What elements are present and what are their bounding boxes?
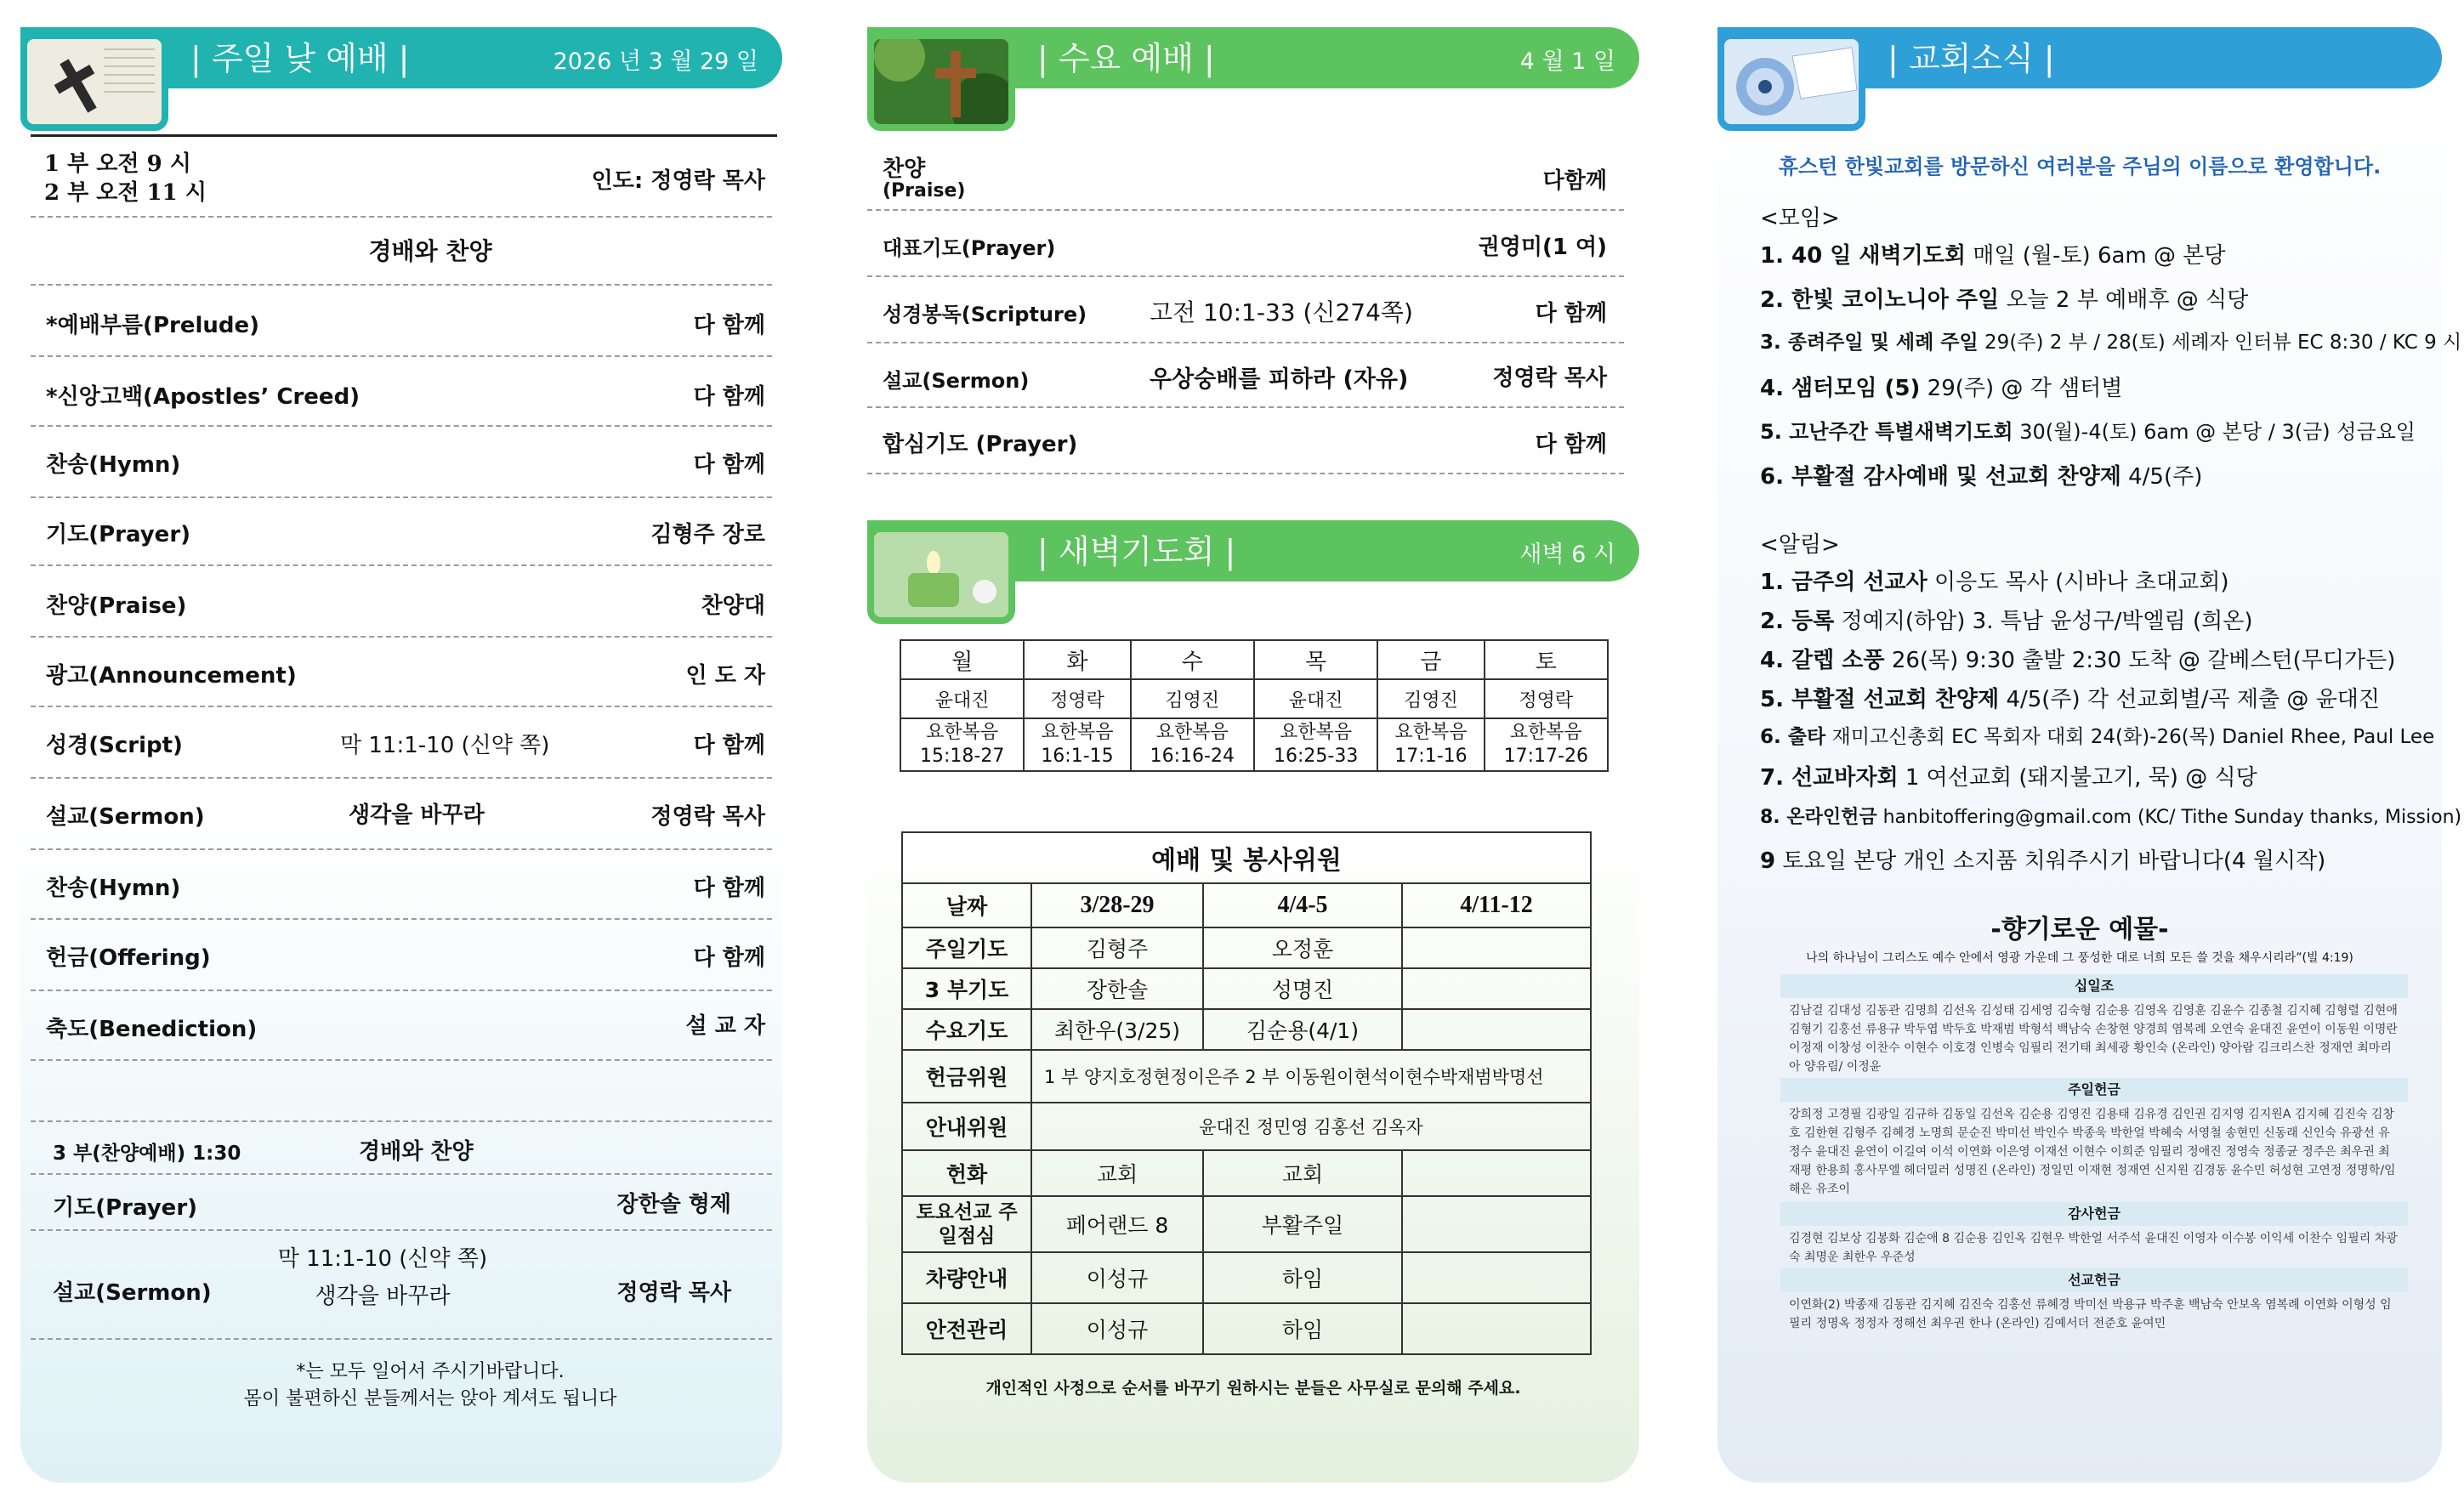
volunteer-row <box>902 1103 1591 1150</box>
role-c <box>1402 1150 1591 1196</box>
dawn-schedule-table <box>900 639 1609 772</box>
flower-card-image <box>1717 32 1865 131</box>
divider <box>867 275 1624 277</box>
wed-right: 다 함께 <box>1535 301 1607 326</box>
sunday-top-rule <box>31 134 777 137</box>
meeting-detail: 29(주) @ 각 샘터별 <box>1927 376 2123 401</box>
order-right: 정영락 목사 <box>650 804 765 830</box>
thanks-offering-label: 감사헌금 <box>1780 1202 2408 1226</box>
volunteer-row <box>902 1303 1591 1354</box>
divider <box>31 1120 772 1122</box>
wednesday-date: 4 월 1 일 <box>1519 48 1615 75</box>
volunteer-head-row <box>902 883 1591 927</box>
divider <box>31 848 772 850</box>
divider <box>31 918 772 920</box>
dawn-passage <box>1024 718 1130 771</box>
notice-item <box>1760 843 2325 875</box>
sunday-offering-label: 주일헌금 <box>1780 1078 2408 1102</box>
meeting-detail: 4/5(주) <box>2128 464 2203 490</box>
notice-name: 4. 갈렙 소풍 <box>1760 648 1885 673</box>
sunday-title: | 주일 낮 예배 | <box>190 40 410 77</box>
notice-detail: 4/5(주) 각 선교회별/곡 제출 @ 윤대진 <box>2006 687 2381 712</box>
order-label: 축도(Benediction) <box>46 1017 258 1042</box>
order-middle: 생각을 바꾸라 <box>349 803 485 828</box>
cross-bible-image <box>20 32 168 131</box>
dawn-verse: 16:1-15 <box>1041 746 1114 767</box>
third-prayer-label: 기도(Prayer) <box>53 1195 198 1221</box>
dawn-book: 요한복음 <box>1280 722 1353 743</box>
order-right: 찬양대 <box>701 593 765 619</box>
notice-item <box>1760 682 2380 713</box>
role-a: 교회 <box>1031 1150 1203 1196</box>
role-c <box>1402 1009 1591 1050</box>
meeting-name: 2. 한빛 코이노니아 주일 <box>1760 287 2000 313</box>
meeting-detail: 오늘 2 부 예배후 @ 식당 <box>2006 287 2249 313</box>
dawn-book: 요한복음 <box>1041 722 1114 743</box>
role-label: 헌금위원 <box>902 1050 1031 1103</box>
order-label: 찬송(Hymn) <box>46 452 181 478</box>
third-sermon-right: 정영락 목사 <box>616 1280 731 1306</box>
meeting-name: 3. 종려주일 및 세례 주일 <box>1760 332 1979 354</box>
dawn-passage <box>1485 718 1608 771</box>
dawn-day: 금 <box>1377 640 1484 679</box>
order-label: *신앙고백(Apostles’ Creed) <box>46 384 361 410</box>
order-label: 찬양(Praise) <box>46 593 187 619</box>
wed-right: 다 함께 <box>1535 432 1607 457</box>
notice-name: 8. 온라인헌금 <box>1760 807 1877 828</box>
meeting-name: 1. 40 일 새벽기도회 <box>1760 243 1967 269</box>
news-title: | 교회소식 | <box>1888 40 2055 77</box>
wed-label: 설교(Sermon) <box>883 369 1030 393</box>
wed-right: 다함께 <box>1542 168 1607 194</box>
order-right: 다 함께 <box>693 876 765 901</box>
wed-label: 찬양 <box>883 156 926 182</box>
role-a: 페어랜드 8 <box>1031 1196 1203 1252</box>
notice-item <box>1760 643 2395 674</box>
flower-icon <box>1724 39 1859 124</box>
dawn-day: 목 <box>1254 640 1377 679</box>
notice-item <box>1760 760 2257 791</box>
dawn-verse: 17:1-16 <box>1394 746 1468 767</box>
candle-image <box>867 525 1015 624</box>
order-right: 다 함께 <box>693 313 765 338</box>
volunteer-table <box>901 831 1592 1355</box>
notice-name: 2. 등록 <box>1760 609 1835 634</box>
dawn-day: 토 <box>1485 640 1608 679</box>
meeting-name: 4. 샘터모임 (5) <box>1760 376 1921 401</box>
dawn-book: 요한복음 <box>926 722 999 743</box>
cross-icon <box>874 39 1008 124</box>
offering-verse: 나의 하나님이 그리스도 예수 안에서 영광 가운데 그 풍성한 대로 너희 모든 쓸 것을 채우시리라”(빌 4:19) <box>1806 951 2353 965</box>
wed-middle: 우상숭배를 피하라 (자유) <box>1150 366 1409 393</box>
third-service-section: 경배와 찬양 <box>359 1139 474 1165</box>
notice-detail: 재미고신총회 EC 목회자 대회 24(화)-26(목) Daniel Rhee, Paul Lee <box>1831 726 2435 748</box>
third-sermon-label: 설교(Sermon) <box>53 1280 212 1306</box>
role-c <box>1402 1303 1591 1354</box>
divider <box>31 355 772 357</box>
dawn-verse: 16:25-33 <box>1273 746 1359 767</box>
volunteer-row <box>902 1150 1591 1196</box>
date-head: 날짜 <box>902 883 1031 927</box>
notice-name: 1. 금주의 선교사 <box>1760 570 1927 595</box>
meeting-item <box>1760 238 2226 269</box>
wed-right: 권영미(1 여) <box>1478 235 1607 260</box>
mission-offering-label: 선교헌금 <box>1780 1268 2408 1292</box>
notice-detail: hanbitoffering@gmail.com (KC/ Tithe Sunday thanks, Mission) <box>1882 807 2462 828</box>
notice-item <box>1760 721 2434 749</box>
dawn-passage <box>1254 718 1377 771</box>
role-label: 차량안내 <box>902 1252 1031 1303</box>
third-scripture: 막 11:1-10 (신약 쪽) <box>277 1246 488 1272</box>
wed-label: 대표기도(Prayer) <box>883 236 1056 260</box>
volunteer-row <box>902 1252 1591 1303</box>
notice-detail: 토요일 본당 개인 소지품 치워주시기 바랍니다(4 월시작) <box>1782 848 2326 874</box>
order-right: 설 교 자 <box>685 1013 765 1039</box>
order-label: 성경(Script) <box>46 733 183 758</box>
service-2-time: 2 부 오전 11 시 <box>44 180 207 206</box>
role-label: 헌화 <box>902 1150 1031 1196</box>
date-head: 4/11-12 <box>1402 883 1591 927</box>
role-label: 3 부기도 <box>902 968 1031 1009</box>
meeting-item <box>1760 415 2416 445</box>
volunteer-title-row <box>902 832 1591 883</box>
divider <box>31 425 772 427</box>
order-right: 다 함께 <box>693 384 765 410</box>
third-prayer-right: 장한솔 형제 <box>616 1192 731 1217</box>
sunday-section-title: 경배와 찬양 <box>368 237 492 265</box>
divider <box>31 1173 772 1175</box>
offering-team: 1 부 양지호정현정이은주 2 부 이동원이현석이현수박재범박명선 <box>1031 1050 1591 1103</box>
divider <box>31 777 772 779</box>
welcome-message: 휴스턴 한빛교회를 방문하신 여러분을 주님의 이름으로 환영합니다. <box>1778 155 2382 179</box>
divider <box>867 473 1624 474</box>
dawn-verse: 15:18-27 <box>920 746 1005 767</box>
role-b: 성명진 <box>1203 968 1402 1009</box>
role-c <box>1402 1252 1591 1303</box>
divider <box>31 564 772 566</box>
order-label: 설교(Sermon) <box>46 804 205 830</box>
divider <box>31 284 772 286</box>
role-label: 토요선교 주일점심 <box>902 1196 1031 1252</box>
notice-name: 7. 선교바자회 <box>1760 765 1899 791</box>
meeting-detail: 29(주) 2 부 / 28(토) 세례자 인터뷰 EC 8:30 / KC 9 시 <box>1984 332 2462 354</box>
order-right: 다 함께 <box>693 733 765 758</box>
notice-detail: 정예지(하암) 3. 특남 윤성구/박엘림 (희온) <box>1841 609 2253 634</box>
wooden-cross-image <box>867 32 1015 131</box>
divider <box>31 990 772 991</box>
offering-title: -향기로운 예물- <box>1990 915 2169 944</box>
notice-name: 6. 출타 <box>1760 726 1826 748</box>
dawn-passage-row <box>900 718 1608 771</box>
role-b: 부활주일 <box>1203 1196 1402 1252</box>
dawn-passage <box>1377 718 1484 771</box>
meeting-item <box>1760 371 2122 402</box>
thanks-offering-names: 김경현 김보상 김봉화 김순애 8 김순용 김인옥 김현우 박한얼 서주석 윤대진 이영자 이수봉 이익세 이찬수 임필리 차광숙 최명운 최한우 우준성 <box>1789 1232 2398 1264</box>
divider <box>867 342 1624 343</box>
dawn-title: | 새벽기도회 | <box>1037 533 1236 570</box>
divider <box>867 406 1624 408</box>
dawn-leader: 정영락 <box>1485 679 1608 718</box>
dawn-leader: 김영진 <box>1377 679 1484 718</box>
role-c <box>1402 927 1591 968</box>
role-label: 수요기도 <box>902 1009 1031 1050</box>
order-label: *예배부름(Prelude) <box>46 313 260 338</box>
third-sermon-title: 생각을 바꾸라 <box>315 1284 451 1309</box>
role-a: 이성규 <box>1031 1252 1203 1303</box>
dawn-book: 요한복음 <box>1509 722 1582 743</box>
role-c <box>1402 1196 1591 1252</box>
candle-icon <box>874 532 1008 617</box>
dawn-verse: 17:17-26 <box>1503 746 1588 767</box>
service-1-time: 1 부 오전 9 시 <box>44 151 191 177</box>
wed-label: 성경봉독(Scripture) <box>883 303 1087 326</box>
role-a: 이성규 <box>1031 1303 1203 1354</box>
dawn-passage <box>900 718 1024 771</box>
meeting-item <box>1760 282 2248 314</box>
cross-icon <box>27 39 162 124</box>
dawn-leader: 김영진 <box>1131 679 1254 718</box>
date-head: 3/28-29 <box>1031 883 1203 927</box>
meeting-item <box>1760 459 2202 491</box>
notice-item <box>1760 803 2461 829</box>
sunday-leader: 인도: 정영락 목사 <box>591 168 765 194</box>
dawn-leader: 정영락 <box>1024 679 1130 718</box>
role-label: 안내위원 <box>902 1103 1031 1150</box>
order-label: 찬송(Hymn) <box>46 876 181 901</box>
role-b: 교회 <box>1203 1150 1402 1196</box>
tithe-names: 김남걸 김대성 김동관 김명희 김선옥 김성태 김세영 김숙형 김순용 김영옥 김영훈 김윤수 김종철 김지혜 김형렬 김현애 김형기 김홍선 류용규 박두엽 박두호 박재범 박형석 백남숙 손창현 양경희 염복례 오연숙 윤대진 윤연이 이동원 이명란 이정재 이창성 이찬수 이현수 이호경 인병숙 임필리 전기태 최세광 황인숙 (온라인) 양아람 김크리스찬 정재연 최마리아 양유림/ 이정윤 <box>1789 1004 2398 1074</box>
dawn-leader: 윤대진 <box>900 679 1024 718</box>
meeting-item <box>1760 326 2461 354</box>
sunday-offering-names: 강희정 고경필 김광일 김규하 김동일 김선옥 김순용 김영진 김용태 김유경 김인권 김지영 김지원A 김지혜 김진숙 김창호 김한현 김형주 김혜경 노명희 문순진 박미선 박인수 박종욱 박한얼 박혜숙 서영철 송현민 신동래 신인숙 유광선 유정수 윤대진 윤연이 이길여 이석 이연화 이은영 이재선 이현수 이희준 임필리 정애진 정영숙 정종균 정주은 최우권 최재평 한용희 홍사무엘 헤더밀러 성명진 (온라인) 정일민 이재현 정재연 신지원 김경동 윤수민 허성현 고연정 정명학/임해은 유조이 <box>1789 1108 2396 1196</box>
volunteer-row <box>902 927 1591 968</box>
dawn-passage <box>1131 718 1254 771</box>
role-a: 김형주 <box>1031 927 1203 968</box>
divider <box>31 1229 772 1231</box>
notice-item <box>1760 564 2229 596</box>
wed-middle: 고전 10:1-33 (신274쪽) <box>1150 298 1413 326</box>
meeting-name: 6. 부활절 감사예배 및 선교회 찬양제 <box>1760 464 2121 490</box>
meeting-detail: 매일 (월-토) 6am @ 본당 <box>1973 243 2226 269</box>
order-middle: 막 11:1-10 (신약 쪽) <box>340 733 550 758</box>
divider <box>31 496 772 498</box>
order-label: 기도(Prayer) <box>46 522 191 547</box>
dawn-time: 새벽 6 시 <box>1519 542 1615 568</box>
dawn-day: 수 <box>1131 640 1254 679</box>
role-b: 하임 <box>1203 1252 1402 1303</box>
dawn-book: 요한복음 <box>1394 722 1468 743</box>
order-right: 다 함께 <box>693 452 765 478</box>
meeting-name: 5. 고난주간 특별새벽기도회 <box>1760 420 2013 444</box>
divider <box>31 216 772 218</box>
wed-right: 정영락 목사 <box>1492 366 1607 391</box>
volunteer-row <box>902 1196 1591 1252</box>
usher-team: 윤대진 정민영 김홍선 김옥자 <box>1031 1103 1591 1150</box>
notice-name: 5. 부활절 선교회 찬양제 <box>1760 687 2000 712</box>
notices-heading: <알림> <box>1760 532 1840 558</box>
meetings-heading: <모임> <box>1760 206 1840 231</box>
dawn-verse: 16:16-24 <box>1150 746 1235 767</box>
divider <box>867 209 1624 211</box>
role-a: 최한우(3/25) <box>1031 1009 1203 1050</box>
dawn-book: 요한복음 <box>1155 722 1229 743</box>
role-label: 주일기도 <box>902 927 1031 968</box>
meeting-detail: 30(월)-4(토) 6am @ 본당 / 3(금) 성금요일 <box>2019 420 2416 444</box>
notice-item <box>1760 604 2252 635</box>
volunteer-row <box>902 1009 1591 1050</box>
role-b: 오정훈 <box>1203 927 1402 968</box>
divider <box>31 1338 772 1340</box>
notice-detail: 이응도 목사 (시바나 초대교회) <box>1934 570 2229 595</box>
notice-name: 9 <box>1760 848 1776 874</box>
sunday-date: 2026 년 3 월 29 일 <box>553 48 758 75</box>
wed-sub: (Praise) <box>883 180 966 201</box>
mission-offering-names: 이연화(2) 박종재 김동관 김지혜 김진숙 김홍선 류혜경 박미선 박용규 박주훈 백남숙 안보옥 염복례 이연화 이형성 임필리 정명옥 정정자 정해선 최우권 한나 (온라인) 김예서더 전준호 윤여민 <box>1789 1298 2392 1330</box>
order-right: 다 함께 <box>693 945 765 971</box>
dawn-leader: 윤대진 <box>1254 679 1377 718</box>
third-service-label: 3 부(찬양예배) 1:30 <box>53 1143 241 1165</box>
divider <box>31 636 772 638</box>
role-b: 하임 <box>1203 1303 1402 1354</box>
wednesday-title: | 수요 예배 | <box>1037 40 1215 77</box>
dawn-day: 화 <box>1024 640 1130 679</box>
role-c <box>1402 968 1591 1009</box>
volunteer-title: 예배 및 봉사위원 <box>902 832 1591 883</box>
date-head: 4/4-5 <box>1203 883 1402 927</box>
wed-label: 합심기도 (Prayer) <box>883 432 1078 457</box>
notice-detail: 1 여선교회 (돼지불고기, 묵) @ 식당 <box>1905 765 2257 791</box>
role-b: 김순용(4/1) <box>1203 1009 1402 1050</box>
order-label: 광고(Announcement) <box>46 663 297 689</box>
standing-note: *는 모두 일어서 주시기바랍니다. <box>296 1361 565 1382</box>
order-label: 헌금(Offering) <box>46 945 211 971</box>
dawn-day: 월 <box>900 640 1024 679</box>
dawn-leaders-row <box>900 679 1608 718</box>
dawn-days-row <box>900 640 1608 679</box>
order-right: 김형주 장로 <box>650 522 765 547</box>
role-a: 장한솔 <box>1031 968 1203 1009</box>
seated-note: 몸이 불편하신 분들께서는 앉아 계셔도 됩니다 <box>243 1388 617 1409</box>
order-right: 인 도 자 <box>685 663 765 689</box>
role-label: 안전관리 <box>902 1303 1031 1354</box>
divider <box>31 1059 772 1061</box>
volunteer-note: 개인적인 사정으로 순서를 바꾸기 원하시는 분들은 사무실로 문의해 주세요. <box>985 1379 1521 1398</box>
volunteer-row <box>902 1050 1591 1103</box>
volunteer-row <box>902 968 1591 1009</box>
tithe-label: 십일조 <box>1780 974 2408 998</box>
notice-detail: 26(목) 9:30 출발 2:30 도착 @ 갈베스턴(무디가든) <box>1891 648 2396 673</box>
divider <box>31 706 772 707</box>
